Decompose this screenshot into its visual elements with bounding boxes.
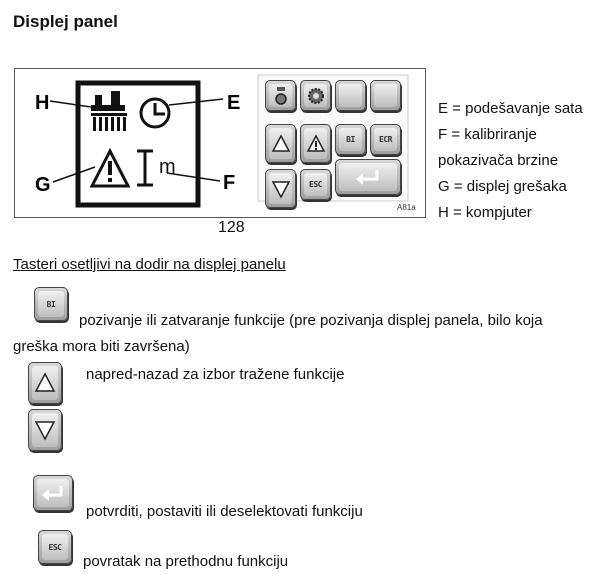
key-warning[interactable]: [300, 124, 331, 163]
figure-number: 128: [218, 219, 245, 236]
legend-line-e: E = podešavanje sata: [438, 100, 583, 117]
bi-description-line2: greška mora biti završena): [13, 338, 190, 355]
unit-label: m: [159, 156, 176, 178]
key-enter[interactable]: [335, 159, 401, 195]
up-arrow-icon: [34, 372, 56, 394]
enter-icon: [40, 483, 66, 503]
key-blank-1[interactable]: [335, 80, 366, 111]
down-arrow-icon: [34, 419, 56, 441]
figure-code: A81a: [397, 203, 416, 212]
bi-description-line1: pozivanje ili zatvaranje funkcije (pre pozivanja displej panela, bilo koja: [79, 312, 543, 329]
legend-line-h: H = kompjuter: [438, 204, 532, 221]
key-up[interactable]: [265, 124, 296, 163]
key-blank-2[interactable]: [370, 80, 401, 111]
legend-line-f: F = kalibriranje: [438, 126, 537, 143]
up-key-sample[interactable]: [28, 362, 62, 404]
callout-h: H: [35, 92, 50, 114]
indicator-icon: [273, 86, 289, 106]
gear-icon: [306, 86, 326, 106]
esc-description: povratak na prethodnu funkciju: [83, 553, 289, 570]
key-esc[interactable]: ESC: [300, 169, 331, 200]
down-key-sample[interactable]: [28, 409, 62, 451]
callout-g: G: [35, 174, 51, 196]
arrows-description: napred-nazad za izbor tražene funkcije: [86, 366, 345, 383]
key-down[interactable]: [265, 169, 296, 208]
legend-line-g: G = displej grešaka: [438, 178, 567, 195]
page-title: Displej panel: [13, 12, 118, 31]
esc-key-sample[interactable]: ESC: [38, 530, 72, 564]
bi-key-sample[interactable]: BI: [34, 287, 68, 321]
enter-description: potvrditi, postaviti ili deselektovati funkciju: [86, 503, 363, 520]
key-ecr[interactable]: ECR: [370, 124, 401, 155]
callout-e: E: [227, 92, 241, 114]
callout-f: F: [223, 172, 236, 194]
warning-key-icon: [306, 134, 326, 154]
display-panel-figure: [14, 68, 426, 218]
key-indicator[interactable]: [265, 80, 296, 111]
key-bi[interactable]: BI: [335, 124, 366, 155]
legend-line-f-cont: pokazivača brzine: [438, 152, 559, 169]
up-arrow-icon: [271, 134, 291, 154]
enter-key-sample[interactable]: [33, 475, 73, 511]
down-arrow-icon: [271, 179, 291, 199]
key-settings[interactable]: [300, 80, 331, 111]
enter-icon: [353, 167, 383, 187]
section-subtitle: Tasteri osetljivi na dodir na displej panelu: [13, 256, 286, 273]
